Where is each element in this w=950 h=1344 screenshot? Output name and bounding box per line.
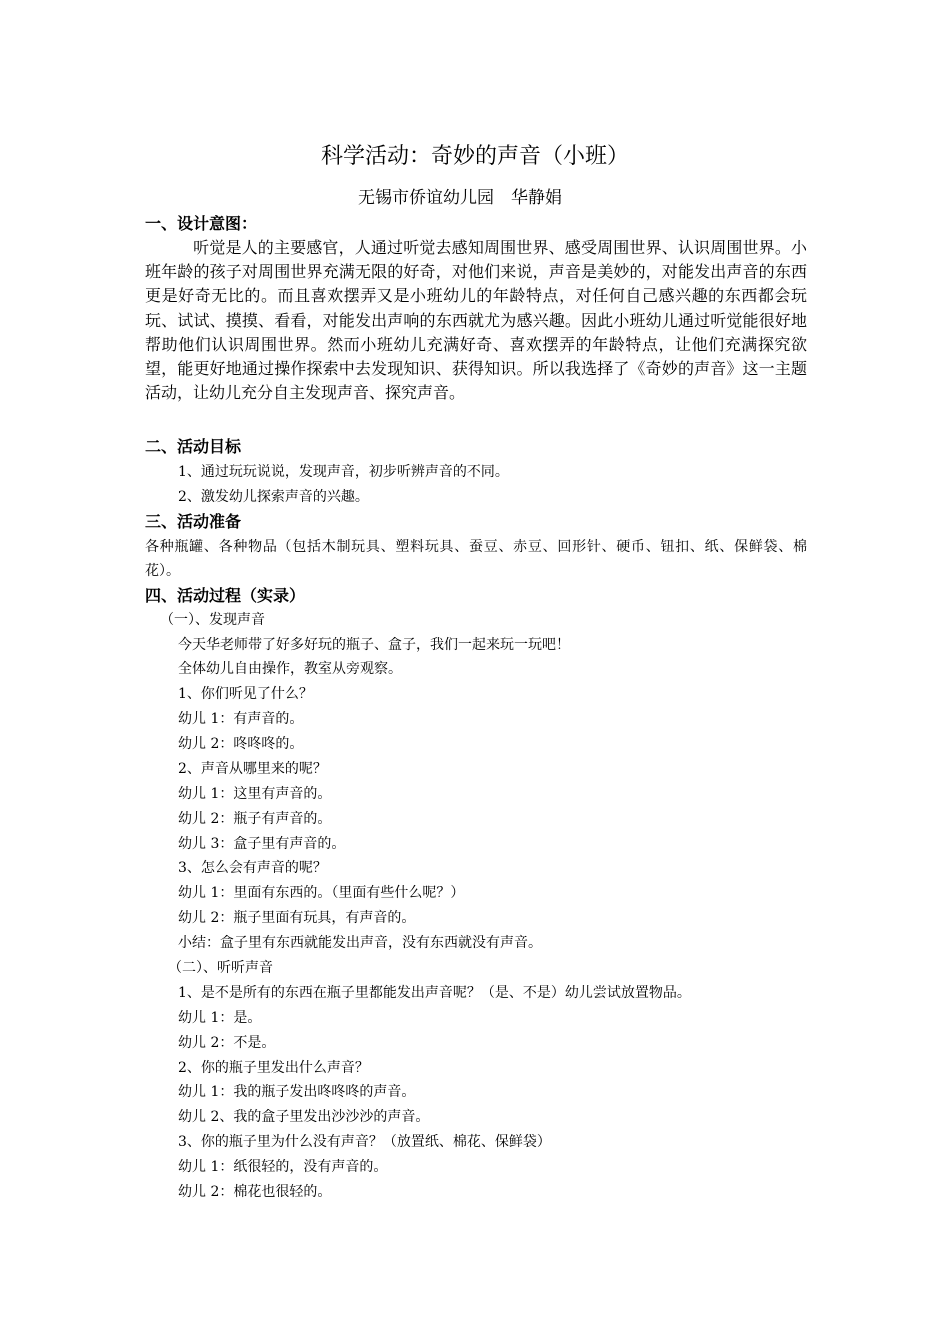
transcript-line: 幼儿 1：里面有东西的。（里面有些什么呢？） (178, 885, 465, 901)
preparation-text: 各种瓶罐、各种物品（包括木制玩具、塑料玩具、蚕豆、赤豆、回形针、硬币、钮扣、纸、保鲜袋、棉花）。 (145, 539, 807, 579)
transcript-line: 幼儿 1：我的瓶子发出咚咚咚的声音。 (178, 1084, 416, 1100)
design-intent-text: 听觉是人的主要感官，人通过听觉去感知周围世界、感受周围世界、认识周围世界。小班年龄的孩子对周围世界充满无限的好奇，对他们来说，声音是美妙的，对能发出声音的东西更是好奇无比的。而且喜欢摆弄又是小班幼儿的年龄特点，对任何自己感兴趣的东西都会玩玩、试试、摸摸、看看，对能发出声响的东西就尤为感兴趣。因此小班幼儿通过听觉能很好地帮助他们认识周围世界。然而小班幼儿充满好奇、喜欢摆弄的年龄特点，让他们充满探究欲望，能更好地通过操作探索中去发现知识、获得知识。所以我选择了《奇妙的声音》这一主题活动，让幼儿充分自主发现声音、探究声音。 (145, 238, 807, 403)
design-intent-paragraph (145, 236, 807, 405)
transcript-line: 全体幼儿自由操作，教室从旁观察。 (178, 661, 402, 677)
document-title: 科学活动：奇妙的声音（小班） (320, 144, 629, 169)
document-author: 无锡市侨谊幼儿园 华静娟 (358, 188, 562, 208)
section-heading-preparation: 三、活动准备 (145, 512, 242, 531)
transcript-line: 幼儿 2：瓶子有声音的。 (178, 811, 332, 827)
goal-item: 1、通过玩玩说说，发现声音，初步听辨声音的不同。 (178, 464, 509, 480)
section-heading-goals: 二、活动目标 (145, 437, 242, 456)
transcript-line: 2、你的瓶子里发出什么声音？ (178, 1060, 369, 1076)
transcript-line: 幼儿 1：纸很轻的，没有声音的。 (178, 1159, 388, 1175)
transcript-line: 幼儿 2：棉花也很轻的。 (178, 1184, 332, 1200)
goal-item: 2、激发幼儿探索声音的兴趣。 (178, 489, 369, 505)
transcript-line: 幼儿 2、我的盒子里发出沙沙沙的声音。 (178, 1109, 430, 1125)
transcript-line: 幼儿 3：盒子里有声音的。 (178, 836, 346, 852)
transcript-line: 今天华老师带了好多好玩的瓶子、盒子，我们一起来玩一玩吧！ (178, 637, 570, 653)
section-heading-design-intent: 一、设计意图： (145, 214, 258, 233)
subsection-heading-discover: （一）、发现声音 (160, 612, 265, 628)
transcript-line: 3、怎么会有声音的呢？ (178, 860, 327, 876)
transcript-summary: 小结：盒子里有东西就能发出声音，没有东西就没有声音。 (178, 935, 542, 951)
section-heading-process: 四、活动过程（实录） (145, 586, 306, 605)
transcript-line: 3、你的瓶子里为什么没有声音？（放置纸、棉花、保鲜袋） (178, 1134, 551, 1150)
transcript-line: 1、你们听见了什么？ (178, 686, 313, 702)
subsection-heading-listen: （二）、听听声音 (168, 960, 273, 976)
transcript-line: 幼儿 2：瓶子里面有玩具，有声音的。 (178, 910, 416, 926)
transcript-line: 幼儿 2：咚咚咚的。 (178, 736, 304, 752)
transcript-line: 2、声音从哪里来的呢？ (178, 761, 327, 777)
transcript-line: 幼儿 2：不是。 (178, 1035, 276, 1051)
transcript-line: 1、是不是所有的东西在瓶子里都能发出声音呢？（是、不是）幼儿尝试放置物品。 (178, 985, 691, 1001)
transcript-line: 幼儿 1：是。 (178, 1010, 262, 1026)
transcript-line: 幼儿 1：有声音的。 (178, 711, 304, 727)
transcript-line: 幼儿 1：这里有声音的。 (178, 786, 332, 802)
